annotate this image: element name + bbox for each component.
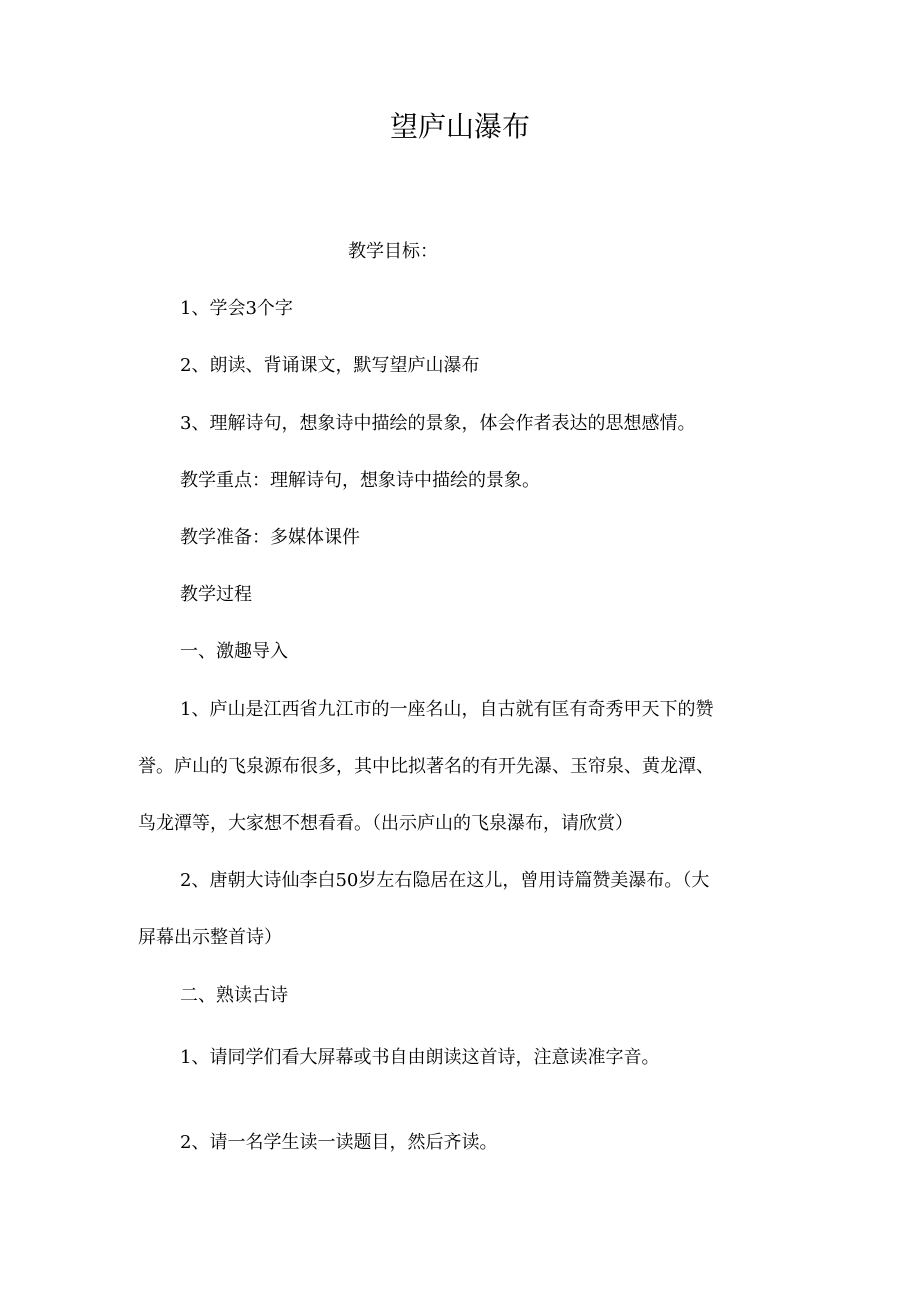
section-2-heading: 二、熟读古诗 (180, 985, 288, 1006)
paragraph-2-line-1: 2、唐朝大诗仙李白50岁左右隐居在这儿，曾用诗篇赞美瀑布。（大 (180, 870, 710, 891)
objective-2: 2、朗读、背诵课文，默写望庐山瀑布 (180, 355, 480, 376)
objective-3: 3、理解诗句，想象诗中描绘的景象，体会作者表达的思想感情。 (180, 413, 696, 434)
heading-teaching-process: 教学过程 (180, 584, 252, 605)
paragraph-1-line-2: 誉。庐山的飞泉源布很多，其中比拟著名的有开先瀑、玉帘泉、黄龙潭、 (138, 756, 714, 777)
section-1-heading: 一、激趣导入 (180, 641, 288, 662)
teaching-focus: 教学重点：理解诗句，想象诗中描绘的景象。 (180, 470, 540, 491)
paragraph-2-line-2: 屏幕出示整首诗） (138, 927, 282, 948)
teaching-preparation: 教学准备：多媒体课件 (180, 527, 360, 548)
heading-teaching-objectives: 教学目标： (348, 241, 438, 262)
paragraph-1-line-3: 鸟龙潭等，大家想不想看看。（出示庐山的飞泉瀑布，请欣赏） (138, 813, 633, 834)
section-2-item-1: 1、请同学们看大屏幕或书自由朗读这首诗，注意读准字音。 (180, 1047, 660, 1068)
document-title: 望庐山瀑布 (389, 110, 530, 143)
section-2-item-2: 2、请一名学生读一读题目，然后齐读。 (180, 1132, 498, 1153)
paragraph-1-line-1: 1、庐山是江西省九江市的一座名山，自古就有匡有奇秀甲天下的赞 (180, 699, 714, 720)
objective-1: 1、学会3个字 (180, 298, 293, 319)
